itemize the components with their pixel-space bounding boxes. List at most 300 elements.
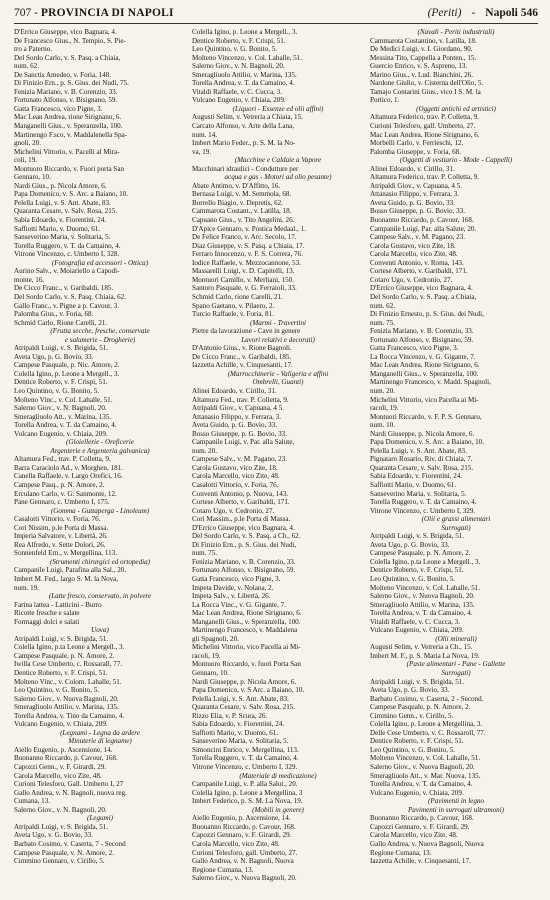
entry-line: Campese Pasquale, p. Nic. Amore, 2. (14, 361, 120, 370)
entry-line: Barbato Cosimo, v. Caserta, 7 - Second (14, 839, 126, 848)
entry-line: (Fotografia ed accessori - Ottica) (51, 258, 149, 267)
entry-line: Montuoro Riccardo, v. Fuori porta San (14, 164, 125, 173)
entry-line: Impeta Davide, v. Nolana, 2. (192, 583, 274, 592)
entry-line: Campanile Luigi, v. P. alla Salut., 20. (192, 780, 298, 789)
entry-line: Vitrone Vincenzo, c. Umberto I, 329. (370, 506, 476, 515)
page-number: 707 (14, 7, 32, 19)
entry-line: Campese Pasq., p. N. Amore, 2. (14, 480, 105, 489)
header-right: (Periti) - Napoli 546 (427, 7, 538, 19)
entry-line: Farina lattea - Latticini - Burro (14, 600, 102, 609)
entry-line: Leo Quintino, v. G. Bonito, 5. (14, 386, 100, 395)
entry-line: Marino Gius., v. Lud. Bianchini, 26. (370, 70, 473, 79)
entry-line: Aiello Eugenio, p. Ascensione, 14. (14, 745, 113, 754)
entry-line: Surrogati) (441, 523, 471, 532)
entry-line: Martinengo Francesco, v. Maddalena (192, 626, 298, 635)
column-left (14, 28, 186, 883)
entry-line: Capuano Gius., v. Tito Angelini, 26. (192, 216, 295, 225)
entry-line: Surrogati) (441, 669, 471, 678)
entry-line: (Legnami - Legna da ardere (60, 728, 140, 737)
entry-line: va, 19. (192, 147, 212, 156)
entry-line: (Materiale di medicazione) (239, 771, 317, 780)
entry-line: Martinengo Francesco, v. Madd. Spagnoli, (370, 378, 491, 387)
entry-line: Michelini Vittorio, vico Pacella ai Mi- (370, 395, 479, 404)
entry-line: Aveta Ugo, p. G. Bovio, 33. (370, 540, 450, 549)
entry-line: Buonanno Riccardo, p. Cavour, 168. (370, 814, 474, 823)
entry-line: La Rocca Vincenzo, v. G. Gigante, 7. (370, 352, 476, 361)
entry-line: Molteno Vincenzo, v. Col. Lahalle, 51. (192, 53, 303, 62)
entry-line: Barra Caraciolo Ad., v. Morghen, 181. (14, 463, 123, 472)
entry-line: Guercio Enrico, v. S. Aspreno, 13. (370, 62, 468, 71)
entry-line: Vulcano Eugenio, v. Chiaia, 209. (14, 720, 108, 729)
entry-line: Atripaldi Giov., v. Capuana, 4 5. (192, 404, 285, 413)
entry-line: Sonnenfeld Ern., v. Mergellina, 113. (14, 549, 117, 558)
entry-line: Saffiotti Mario, v. Duomo, 61. (14, 224, 101, 233)
entry-line: Gatta Francesco, vico Pigne, 3. (192, 575, 281, 583)
entry-line: Torella Andrea, v. T. da Camaino, 4. (370, 780, 473, 789)
entry-line: num. 20. (192, 446, 218, 455)
entry-line: Campese Pasquale, v. N. Amore, 2. (14, 848, 115, 857)
entry-line: Minuterie di legname) (68, 737, 132, 746)
entry-line: Formaggi dolci e salati (14, 617, 80, 626)
entry-line: Imbert M. Fed., largo S. M. la Nova, (14, 575, 119, 583)
entry-line: Canella Raffaele, v. Largo Orefici, 16. (14, 472, 123, 481)
entry-line: Campanile Luigi, v. Par. alla Salute, (192, 438, 295, 447)
entry-line: Bernasa Luigi, v. M. Semmola, 68. (192, 190, 292, 199)
entry-line: Casalotti Vittorio, v. Foria, 76. (192, 480, 279, 489)
entry-line: Tamajo Contarini Gius., vico I S. M. la (370, 87, 481, 96)
entry-line: num. 75. (370, 318, 396, 327)
entry-line: Dentice Roberto, v. F. Crispi, 51. (14, 669, 108, 678)
entry-line: Atripaldi Luigi, v. S. Brigida, 51. (14, 634, 109, 643)
entry-line: Vulcano Eugenio, v. Chiaia, 209. (14, 429, 108, 438)
entry-line: Alinei Edoardo, v. Cirillo, 31. (370, 164, 455, 173)
entry-line: Spano Gaetano, v. Pilaero, 2. (192, 301, 275, 310)
entry-line: Massarelli Luigi, v. D. Capitelli, 13. (192, 267, 295, 276)
entry-line: Aveta Ugo, p. G. Bovio, 33. (370, 686, 450, 695)
entry-line: Carola Marcello, vico Zite, 48. (370, 250, 458, 259)
entry-line: Ferraro Innocenzo, v. F. S. Correra, 76. (192, 250, 303, 259)
entry-line: Gennaro, 10. (192, 669, 229, 678)
entry-line: Del Sordo Carlo, v. S. Pasq. a Chiaia, (370, 292, 477, 301)
entry-line: Macchinari idraulici - Condutture per (192, 164, 299, 173)
page-category: (Periti) (427, 7, 462, 19)
entry-line: Lavori relativi e decorati) (241, 335, 315, 344)
entry-line: num. 75. (192, 549, 218, 558)
entry-line: D'Apice Gennaro, v. Postica Medaal., 1. (192, 224, 306, 233)
entry-line: Pelella Luigi, v. S. Ant. Abate, 83. (192, 694, 289, 703)
entry-line: Salerno Giov., v. N. Bagnoli, 20. (192, 62, 285, 71)
entry-line: Bosso Giuseppe, p. G. Bovio, 33. (192, 429, 287, 438)
entry-line: Cammarota Costant., v. Latilla, 18. (192, 207, 292, 216)
entry-line: coli, 19. (14, 156, 38, 165)
entry-line: De Francesco Gius., N. Tempio, S. Pie- (14, 36, 126, 45)
entry-line: Augusti Selim, v. Vetreria a Chiaia, 15. (192, 113, 303, 122)
entry-line: Atripaldi Giov., v. Capuana, 4 5. (370, 181, 463, 190)
entry-line: Cimmino Gennaro, v. Cirillo, 5. (14, 857, 105, 866)
entry-line: Sabia Edoardo, v. Fiorentini, 24. (14, 216, 107, 225)
entry-line: num. 10. (370, 421, 396, 430)
entry-line: D'Errico Giuseppe, vico Bagnara, 4. (14, 28, 117, 36)
entry-line: Leo Quintino, v. G. Bonito, 5. (14, 686, 100, 695)
entry-line: Montuori Camillo, v. Merliani, 150. (192, 275, 294, 284)
entry-line: Cortese Alberto, v. Garibaldi, 171. (192, 498, 290, 507)
entry-line: Fenizia Mariano, v. B. Corenzio, 33. (370, 327, 474, 336)
entry-line: Di Finizio Ernesto, p. S. Gius. dei Nudi, (370, 310, 484, 319)
entry-line: Torella Ruggero, v. T. da Camaino, 4. (14, 241, 121, 250)
entry-line: Iwilla Cese Umberto, c. Rossarall, 77. (14, 660, 123, 669)
entry-line: Aveta Ugo, p. G. Bovio, 33. (14, 352, 94, 361)
entry-line: Michelini Vittorio, vico Pacella ai Mi- (192, 643, 301, 652)
entry-line: Santoro Pasquale, v. G. Ferraioli, 33. (192, 284, 297, 293)
entry-line: Carola Marcello, vico Zite, 48. (192, 472, 280, 481)
entry-line: Iazzetta Achille, v. Cinquesanti, 17. (192, 361, 293, 370)
entry-line: Altamura Federico, trav. P. Colletta, 9. (370, 113, 480, 122)
entry-line: Campese Salv., v. M. Pagano, 23. (370, 233, 466, 242)
entry-line: Imbert Mario Feder., p. S. M. la No- (192, 139, 296, 148)
entry-line: Altamura Federico, trav. P. Colletta, 9. (370, 173, 480, 182)
entry-line: Torella Ruggero, v. T. da Camaino, 4. (370, 498, 477, 507)
entry-line: Sanseverino Maria, v. Solitaria, 5. (370, 489, 467, 498)
entry-line: Del Sordo Carlo, v. S. Pasq. a Ch., 62. (192, 532, 301, 541)
entry-line: Iodice Raffaele, v. Mezzocannone, 53. (192, 258, 301, 267)
entry-line: num. 19. (14, 583, 40, 592)
entry-line: Leo Quintino, v. G. Bonito, 5. (370, 745, 456, 754)
entry-line: tro a Paterno. (14, 45, 53, 54)
entry-line: Vitaldi Raffaele, v. C. Cucca, 3. (192, 87, 282, 96)
entry-line: Colella Igino, p. Leone a Mergellina, 3. (370, 720, 483, 729)
entry-line: Mac Lean Andrea, Rione Sirignano, 6. (370, 130, 480, 139)
entry-line: (Paste alimentari - Pane - Gallette (406, 660, 506, 669)
entry-line: Iazzetta Achille, v. Cinquesanti, 17. (370, 857, 471, 866)
entry-line: Curioni Telesforo, Gall. Umberto I, 27 (14, 780, 124, 789)
page-header (14, 6, 538, 20)
entry-line: Fenizia Mariano, v. B. Corenzio, 33. (192, 557, 296, 566)
entry-line: Vitrone Vincenzo, c. Umberto I, 328. (14, 250, 120, 259)
entry-line: racoli, 19. (192, 651, 221, 660)
entry-line: Simoncini Enrico, v. Mergellina, 113. (192, 745, 299, 754)
entry-line: Colella Igino, p. Leone a Mergellina, 3 (192, 788, 303, 797)
entry-line: Altamura Fed., trav. P. Colletta, 9. (192, 395, 289, 404)
entry-line: Manganelli Gius., v. Speranzella, 100. (370, 369, 479, 378)
entry-line: Vulcano Eugenio, v. Chiaia, 209. (192, 96, 286, 105)
entry-line: Torella Ruggero, v. T. da Camaino, 4. (192, 754, 299, 763)
entry-line: Carola Gustavo, vico Zite, 18. (192, 463, 278, 472)
entry-line: Turcio Raffaele, v. Foria, 81. (192, 310, 274, 319)
entry-line: Capozzi Genn., v. F. Girardi, 29. (14, 763, 107, 772)
entry-line: Aiello Eugenio, p. Ascensione, 14. (192, 814, 291, 823)
entry-line: Saffiotti Mario, v. Duomo, 61. (370, 480, 457, 489)
entry-line: Rea Alfredo, v. Sette Dolori, 26. (14, 540, 106, 549)
text-columns (14, 28, 542, 883)
entry-line: De Felice Franco, v. Arc. Secolo, 17. (192, 233, 297, 242)
entry-line: (Mobili in genere) (252, 805, 304, 814)
entry-line: Augusti Selim, v. Vetreria a Ch., 15. (370, 643, 473, 652)
entry-line: Imbert M. F., p. S. Maria La Nova, 19. (370, 651, 480, 660)
entry-line: Altamura Fed., trav. P. Colletta, 9. (14, 455, 111, 464)
entry-line: Campese Pasquale, p. N. Amore, 2. (370, 703, 471, 712)
entry-line: Carola Marcello, vico Zite, 48. (192, 839, 280, 848)
entry-line: Aveta Ugo, v. G. Bovio, 33. (14, 831, 94, 840)
entry-line: Morbelli Carlo, v. Ferrieschi, 12. (370, 139, 464, 148)
entry-line: Gatta Francesco, vico Pigne, 3. (14, 104, 103, 113)
entry-line: Nardi Giuseppe, p. Nicola Amore, 6. (370, 429, 475, 438)
entry-line: (Pavimenti in legno (428, 797, 484, 806)
entry-line: Carola Marcello, vico Zite, 48. (370, 831, 458, 840)
entry-line: (Oggetti di vestiario - Mode - Cappelli) (399, 156, 513, 165)
entry-line: Mac Lean Andrea, Rione Sirignano, 6. (370, 361, 480, 370)
entry-line: (Gomma - Guttaperga - Linoleum) (50, 506, 150, 515)
entry-line: Mac Lean Andrea, rione Sirignano, 6. (14, 113, 122, 122)
entry-line: Pignataro Rosario, Riv. di Chiaia, 7. (370, 455, 473, 464)
entry-line: (Frutta secche, fresche, conservate (50, 327, 150, 336)
entry-line: Atripaldi Luigi, v. S. Brigida, 51. (14, 344, 109, 353)
entry-line: Pane Gennaro, c. Umberto I, 175. (14, 498, 110, 507)
entry-line: Gennaro, 10. (14, 173, 51, 182)
entry-line: Smeragliuolo Attilio, v. Marina, 135. (192, 70, 297, 79)
entry-line: (Legumi) (86, 814, 113, 823)
entry-line: Michelini Vittorio, v. Pacelli al Mira- (14, 147, 120, 156)
entry-line: Vulcano Eugenio, v. Chiaia, 209. (370, 626, 464, 635)
entry-line: De Cicco Franc., v. Garibaldi, 185. (192, 352, 292, 361)
entry-line: Fenizia Mariano, v. B. Corenzio, 33. (14, 87, 118, 96)
entry-line: Campese Pasquale, p. N. Amore, 2. (14, 651, 115, 660)
entry-line: Alinei Edoardo, v. Cirillo, 31. (192, 386, 277, 395)
entry-line: D'Antonio Gius., v. Rione Bagnoli. (192, 344, 292, 353)
entry-line: Cimmino Genn., v. Cirillo, 5. (370, 711, 454, 720)
entry-line: gli Spagnoli, 20. (192, 634, 239, 643)
entry-line: gnoli, 20. (14, 139, 41, 148)
entry-line: Nardone Giulio, v. Cisterna dell'Olio, 5. (370, 79, 484, 88)
entry-line: Molteno Vincenzo, v. Col. Lahalle, 51. (370, 583, 481, 592)
entry-line: Delle Cese Umberto, v. C. Rossaroll, 77. (370, 728, 486, 737)
entry-line: Molteno Vincenzo, v. Col. Lahalle, 51. (370, 754, 481, 763)
entry-line: Papa Domenico, v. S. Arc. a Baiano, 10. (370, 438, 485, 447)
entry-line: Sabia Edoardo, v. Fiorentini, 24. (192, 720, 285, 729)
entry-line: num. 62. (14, 62, 40, 71)
entry-line: (Liquori - Essenze ed olii affini) (232, 104, 324, 113)
entry-line: Schmid Carlo, Rione Carelli, 21. (14, 318, 108, 327)
entry-line: Attanasio Filippo, v. Ferrara, 3. (370, 190, 459, 199)
entry-line: Di Finizio Ern., p. S. Gius. dei Nudi, (192, 540, 297, 549)
entry-line: De Medici Luigi, v. I. Giordano, 90. (370, 45, 473, 54)
column-middle (192, 28, 364, 883)
entry-line: Diaz Giuseppe, v. S. Pasq. a Chiaia, 17. (192, 241, 305, 250)
entry-line: (Latte fresco, conservato, in polvere (48, 592, 152, 601)
entry-line: Dentice Roberto, v. F. Crispi, 51. (370, 566, 464, 575)
entry-line: Conventi Antonio, v. Roma, 143. (370, 258, 464, 267)
entry-line: Salerno Giov., v. Nuova Bagnoli, 20. (370, 592, 475, 601)
entry-line: Pavimenti in surrogati ultramoni) (407, 805, 505, 814)
entry-line: Casalotti Vittorio, v. Foria, 76. (14, 515, 101, 524)
entry-line: Sabia Edoardo, v. Fiorentini, 24. (370, 472, 463, 481)
entry-line: Dentice Roberto, v. F. Crispi, 51. (14, 378, 108, 387)
entry-line: Borrello Biagio, v. Depretis, 62. (192, 198, 283, 207)
entry-line: Papa Domenico, v. S. Arc. a Baiano, 10. (14, 190, 129, 199)
entry-line: Fortunato Alfonso, v. Bisignano, 59. (370, 335, 474, 344)
entry-line: Abate Antimo, v. D'Affitto, 16. (192, 181, 281, 190)
entry-line: Smeragliuolo Attilio, v. Marina, 135. (370, 600, 475, 609)
entry-line: Salerno Giov., v. N. Bagnoli, 20. (14, 404, 107, 413)
entry-line: Cumana, 13. (14, 797, 51, 806)
entry-line: Saffiotti Mario, v. Duomo, 61. (192, 728, 279, 737)
entry-line: Buonanno Riccardo, p. Cavour, 168. (370, 216, 474, 225)
entry-line: Manganelli Gius., v. Speranzella, 100. (14, 122, 123, 131)
entry-line: Di Finizio Ern., p. S. Gius. dei Nudi, 75. (14, 79, 129, 88)
entry-line: Portico, 1. (370, 96, 400, 105)
entry-line: Leo Quintino, v. G. Bonito, 5. (370, 575, 456, 583)
entry-line: Atripaldi Luigi, v. S. Brigida, 51. (370, 532, 465, 541)
entry-line: Aurino Salv., v. Moiariello a Capodi- (14, 267, 120, 276)
entry-line: Salerno Giov., v. Nuova Bagnoli, 20. (192, 874, 297, 883)
entry-line: Papa Domenico, v. S Arc. a Baiano, 10. (192, 686, 305, 695)
entry-line: Montuori Riccardo, v. F. P. S. Gennaro, (370, 412, 482, 421)
entry-line: Imbert Federico, p. S. M. La Nova, 19. (192, 797, 303, 806)
entry-line: Cammarota Costantino, v. Latilla, 18. (370, 36, 477, 45)
entry-line: Carola Marcello, vico Zite, 48. (14, 771, 102, 780)
entry-line: Quaranta Cesare, v. Salv. Rosa, 215. (370, 463, 474, 472)
entry-line: Conventi Antonio, p. Nuova, 143. (192, 489, 289, 498)
entry-line: Imperia Salvatore, v. Libertà, 26. (14, 532, 108, 541)
entry-line: (Macchine e Caldaie a Vapore (234, 156, 322, 165)
entry-line: Mac Lean Andrea, Rione Sirignano, 6. (192, 609, 302, 618)
column-right (370, 28, 542, 883)
entry-line: Dentice Roberto, v. F. Crispi, 51. (370, 737, 464, 746)
entry-line: Campese Pasquale, p. N. Amore, 2. (370, 549, 471, 558)
entry-line: Martinengo F.sco, v. Maddalenella Spa- (14, 130, 128, 139)
entry-line: Palomba Giuseppe, v. Foria, 68. (370, 147, 461, 156)
entry-line: Colella Igino, p. Leone a Mergell., 3. (192, 28, 298, 36)
entry-line: Schmid Carlo, rione Carelli, 21. (192, 292, 283, 301)
entry-line: Torella Andrea, v. Tino da Camaino, 4. (14, 711, 125, 720)
entry-line: Cori Nissim, p.le Porta di Massa. (14, 523, 109, 532)
entry-line: (Olii e grassi alimentari (421, 515, 491, 524)
entry-line: Curioni Telesforo, gall. Umberto, 27. (370, 122, 476, 131)
entry-line: (Oggetti antichi ed artistici) (416, 104, 496, 113)
entry-line: Salerno Giov., v. Nuova Bagnoli, 20. (370, 763, 475, 772)
entry-line: Cori Massim., p.le Porta di Massa. (192, 515, 291, 524)
entry-line: Fortunato Alfonso, v. Bisignano, 59. (192, 566, 296, 575)
entry-line: (Navali - Periti industriali) (417, 28, 495, 36)
entry-line: Pelella Luigi, v. S. Ant. Abate, 83. (14, 198, 111, 207)
entry-line: Torella Andrea, v. T. da Camaino, 4. (192, 79, 295, 88)
entry-line: Torella Andrea, v. T. da Camaino, 4. (14, 421, 117, 430)
entry-line: Sanseverino Maria, v. Solitaria, 5. (192, 737, 289, 746)
entry-line: Colella Igino, p. Leone a Mergell., 3. (14, 369, 120, 378)
entry-line: Colella Igino, p.ta Leone a Mergell., 3. (370, 557, 481, 566)
entry-line: Atripaldi Luigi, v. S. Brigida, 51. (370, 677, 465, 686)
entry-line: Carcato Alfonso, v. Arte della Lana, (192, 122, 294, 131)
entry-line: Gallo Andrea, v. N. Bagnoli, Nuova (192, 857, 294, 866)
entry-line: Smeragliuolo Attilio, v. Marina, 135. (14, 703, 119, 712)
entry-line: Gallo Andrea, v. N. Bagnoli, nuova reg. (14, 788, 127, 797)
entry-line: Salerno Giov., v. N. Bagnoli, 20. (14, 805, 107, 814)
entry-line: Gatta Francesco, vico Pigne, 3. (370, 344, 459, 353)
entry-line: Buonanno Riccardo, p. Cavour, 168. (192, 822, 296, 831)
entry-line: Regione Cumana, 13. (192, 865, 254, 874)
entry-line: Del Sordo Carlo, v. S. Pasq. Chiaia, 62. (14, 292, 127, 301)
entry-line: num. 20. (370, 386, 396, 395)
entry-line: Vitaldi Raffaele, v. C. Cucca, 3. (370, 617, 460, 626)
entry-line: racoli, 19. (370, 404, 399, 413)
entry-line: acqua e gas - Motori ad olio pesante) (224, 173, 332, 182)
entry-line: Erculano Carlo, v. G. Sanmonte, 12. (14, 489, 117, 498)
entry-line: Barbato Cosimo, v. Caserta, 2 - Second. (370, 694, 484, 703)
entry-line: Salerno Giov., v. Nuova Bagnoli, 20. (14, 694, 119, 703)
entry-line: (Olii minerali) (435, 634, 477, 643)
entry-line: Campese Salv., v. M. Pagano, 23. (192, 455, 288, 464)
entry-line: Carola Gustavo, vico Zite, 18. (370, 241, 456, 250)
entry-line: Molteno Vinc., v. Colom. Lahalle, 51. (14, 677, 122, 686)
entry-line: Nardi Gius., p. Nicola Amore, 6. (14, 181, 107, 190)
entry-line: Messina Tito, Cappella a Ponten., 15. (370, 53, 477, 62)
page-place: Napoli 546 (485, 7, 538, 19)
entry-line: Del Sordo Carlo, v. S. Pasq. a Chiaia, (14, 53, 121, 62)
entry-line: Uova) (91, 626, 109, 635)
entry-line: Cotaro Ugo, v. Cedronio, 27. (192, 506, 275, 515)
entry-line: Colella Igino, p.ta Leone a Mergell., 3. (14, 643, 125, 652)
entry-line: num. 14. (192, 130, 218, 139)
entry-line: e salumerie - Drogherie) (64, 335, 136, 344)
entry-line: Montuoro Riccardo, v. fuori Porta San (192, 660, 301, 669)
entry-line: Nardi Giuseppe, p. Nicola Amore, 6. (192, 677, 297, 686)
entry-line: Cortese Alberto, v. Garibaldi, 171. (370, 267, 468, 276)
entry-line: Gallo Franc., v. Pigne a p. Cavour, 3. (14, 301, 120, 310)
entry-line: (Marrocchinerie - Valigeria e affini (227, 369, 329, 378)
entry-line: La Rocca Vinc., v. G. Gigante, 7. (192, 600, 286, 609)
entry-line: Atripaldi Luigi, v. S. Brigida, 51. (14, 822, 109, 831)
entry-line: (Strumenti chirurgici ed ortopedia) (49, 557, 151, 566)
entry-line: Ombrelli, Guanti) (252, 378, 304, 387)
header-rule (14, 23, 538, 24)
entry-line: Attanasio Filippo, v. Ferrara, 3. (192, 412, 281, 421)
entry-line: Palomba Gius., v. Foria, 68. (14, 310, 94, 319)
entry-line: Capozzi Gennaro, v. F. Girardi, 29. (370, 822, 470, 831)
entry-line: Bosso Giuseppe, p. G. Bovio, 33. (370, 207, 465, 216)
entry-line: Dentice Roberto, v. F. Crispi, 51. (192, 36, 286, 45)
entry-line: Impeta Salv., v. Libertà, 26. (192, 592, 271, 601)
entry-line: monte, 16. (14, 275, 45, 284)
entry-line: Vulcano Eugenio, v. Chiaia, 209. (370, 788, 464, 797)
entry-line: (Marmi - Travertini (250, 318, 306, 327)
entry-line: De Cicco Franc., v. Garibaldi, 185. (14, 284, 114, 293)
entry-line: Pietre da lavorazione - Cave in genere (192, 327, 301, 336)
entry-line: Vitrone Vincenzo, c. Umberto I, 329. (192, 763, 298, 772)
entry-line: Sanseverino Maria, v. Solitaria, 5. (14, 233, 111, 242)
entry-line: Aveta Guido, p. G. Bovio, 33. (370, 198, 455, 207)
entry-line: Argenterie e Argenteria galvanica) (50, 446, 150, 455)
entry-line: Cotaro Ugo, v. Cedronio, 27. (370, 275, 453, 284)
entry-line: Capozzi Gennaro, v. F. Girardi, 29. (192, 831, 292, 840)
entry-line: Leo Quintino, v. G. Bonito, 5. (192, 45, 278, 54)
entry-line: Smeragliuolo Att., v. Marina, 135. (14, 412, 112, 421)
page-number-title: 707 - PROVINCIA DI NAPOLI (14, 7, 174, 19)
entry-line: Regione Cumana, 13. (370, 848, 432, 857)
entry-line: D'Errico Giuseppe, vico Bagnara, 4. (192, 523, 295, 532)
entry-line: D'Errico Giuseppe, vico Bagnara, 4. (370, 284, 473, 293)
entry-line: Molteno Vinc., v. Col. Lahalle, 51. (14, 395, 113, 404)
entry-line: Curioni Telesforo, gall. Umberto, 27. (192, 848, 298, 857)
entry-line: Fortunato Alfonso, v. Bisignano, 59. (14, 96, 118, 105)
entry-line: Gallo Andrea, v. Nuova Bagnoli, Nuova (370, 839, 484, 848)
entry-line: Smeragliuolo Att., v. Mar. Nuova, 135. (370, 771, 481, 780)
entry-line: Campanile Luigi, Parafina alla Sal., 20. (14, 566, 127, 575)
entry-line: De Sanctis Amedeo, v. Foria, 148. (14, 70, 112, 79)
entry-line: Pelella Luigi, v. S. Ant. Abate, 83. (370, 446, 467, 455)
entry-line: Ricotte fresche e salate (14, 609, 80, 618)
entry-line: Buonanno Riccardo, p. Cavour, 168. (14, 754, 118, 763)
entry-line: Torella Andrea, v. T. da Camaino, 4. (370, 609, 473, 618)
entry-line: Quaranta Cesare, v. Salv. Rosa, 215. (192, 703, 296, 712)
